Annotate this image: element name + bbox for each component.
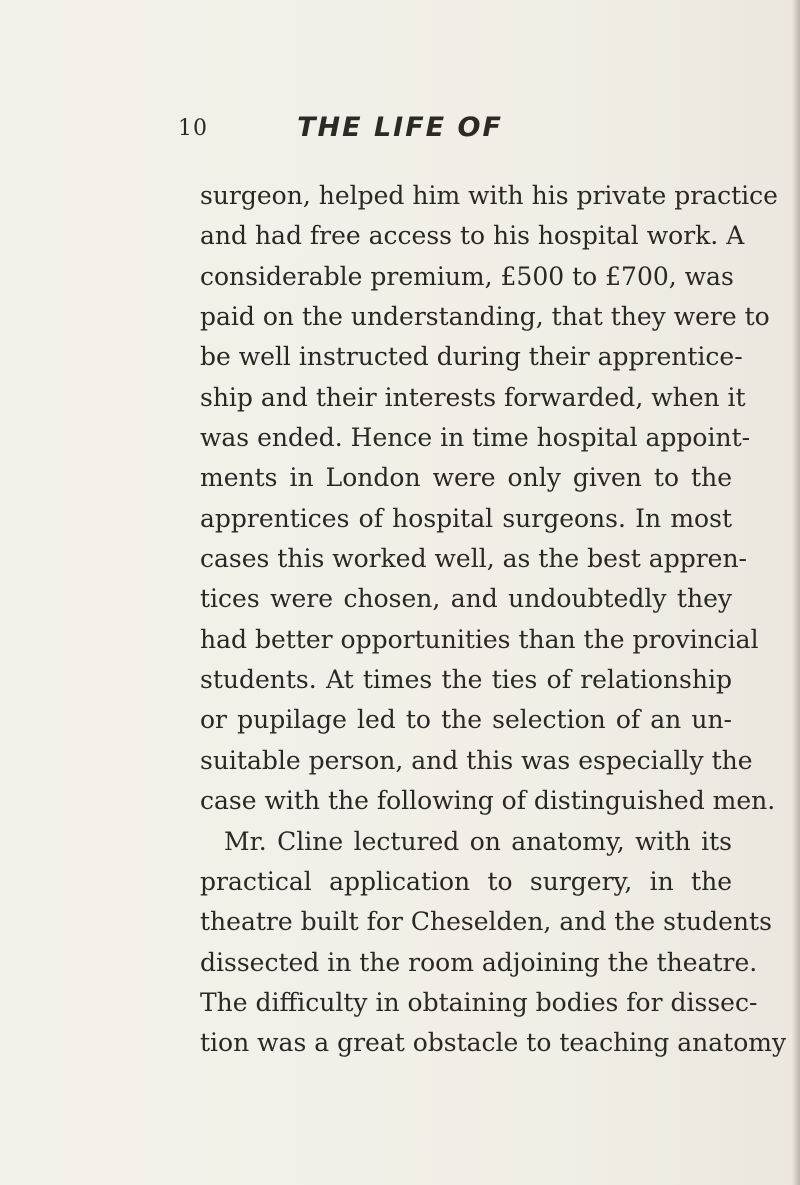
- body-text: [200, 176, 787, 1064]
- text-line: The difficulty in obtaining bodies for dissec-: [200, 987, 758, 1017]
- text-line: practical application to surgery, in the: [200, 866, 732, 896]
- text-line: or pupilage led to the selection of an un-: [200, 705, 732, 735]
- page-header: [0, 112, 800, 156]
- text-line: be well instructed during their apprentice-: [200, 342, 743, 372]
- text-line: and had free access to his hospital work. A: [200, 221, 745, 251]
- text-line: theatre built for Cheselden, and the students: [200, 907, 772, 937]
- text-line: was ended. Hence in time hospital appoint-: [200, 423, 751, 453]
- text-line: suitable person, and this was especially the: [200, 745, 753, 775]
- text-line: case with the following of distinguished men.: [200, 786, 776, 816]
- page-edge-shadow: [792, 0, 800, 1185]
- text-line: ship and their interests forwarded, when it: [200, 382, 746, 412]
- text-line: students. At times the ties of relationship: [200, 665, 732, 695]
- text-line: considerable premium, £500 to £700, was: [200, 261, 734, 291]
- running-title: THE LIFE OF: [297, 112, 503, 143]
- text-line: surgeon, helped him with his private practice: [200, 181, 778, 210]
- text-line: had better opportunities than the provincial: [200, 624, 759, 654]
- text-line: Mr. Cline lectured on anatomy, with its: [224, 826, 732, 856]
- text-line: apprentices of hospital surgeons. In most: [200, 503, 732, 533]
- page-number: 10: [178, 116, 208, 141]
- text-line: cases this worked well, as the best appren-: [200, 544, 747, 574]
- text-line: tion was a great obstacle to teaching anatomy: [200, 1028, 787, 1058]
- text-line: tices were chosen, and undoubtedly they: [200, 584, 732, 614]
- text-line: paid on the understanding, that they were to: [200, 302, 770, 332]
- text-line: dissected in the room adjoining the theatre.: [200, 947, 758, 977]
- text-line: ments in London were only given to the: [200, 463, 732, 493]
